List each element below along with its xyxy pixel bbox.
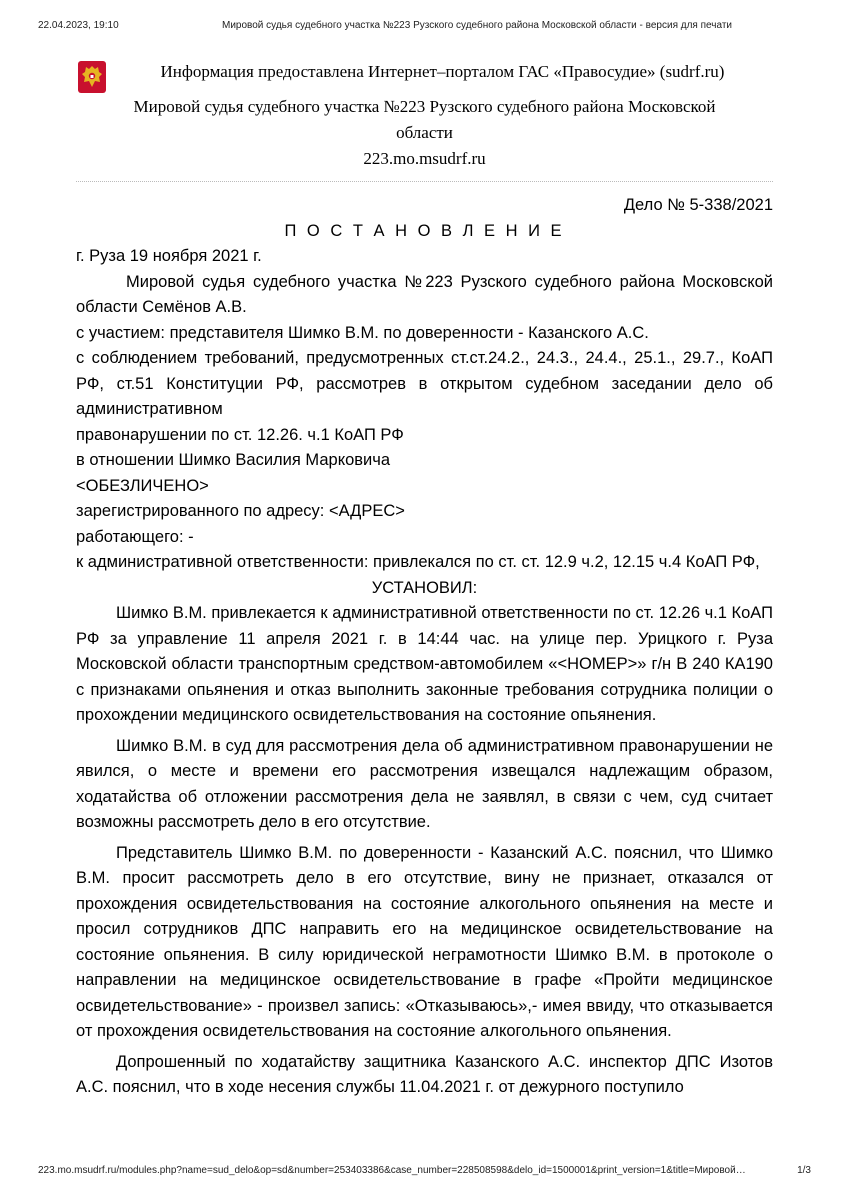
court-site: 223.mo.msudrf.ru xyxy=(363,149,486,168)
print-header xyxy=(38,20,811,36)
portal-header xyxy=(76,58,773,172)
offense-line: правонарушении по ст. 12.26. ч.1 КоАП РФ xyxy=(76,425,404,444)
document-title: П О С Т А Н О В Л Е Н И Е xyxy=(284,221,565,240)
body-paragraph: Шимко В.М. в суд для рассмотрения дела об административном правонарушении не явился, о месте и времени его рассмотрения извещался надлежащим образом, ходатайства об отложении рассмотрения дела не заявлял, в связи с чем, суд считает возможны рассмотреть дело в его отсутствие. xyxy=(76,736,773,831)
registered-line: зарегистрированного по адресу: <АДРЕС> xyxy=(76,502,405,520)
print-url: 223.mo.msudrf.ru/modules.php?name=sud_delo&op=sd&number=253403386&case_number=228508598&delo_id=1500001&print_version=1&title=Мировой… xyxy=(38,1165,746,1176)
document-body xyxy=(76,193,773,1101)
judge-line: Мировой судья судебного участка №223 Рузского судебного района Московской области Семёнов А.В. xyxy=(76,272,773,316)
print-datetime: 22.04.2023, 19:10 xyxy=(38,20,119,31)
court-name: Мировой судья судебного участка №223 Рузского судебного района Московской области xyxy=(133,97,716,142)
prior-line: к административной ответственности: привлекался по ст. ст. 12.9 ч.2, 12.15 ч.4 КоАП РФ, xyxy=(76,553,760,571)
working-line: работающего: - xyxy=(76,527,194,546)
page-number: 1/3 xyxy=(797,1165,811,1176)
participation-line: с участием: представителя Шимко В.М. по доверенности - Казанского А.С. xyxy=(76,323,649,342)
body-paragraph: Допрошенный по ходатайству защитника Казанского А.С. инспектор ДПС Изотов А.С. пояснил, что в ходе несения службы 11.04.2021 г. от дежурного поступило xyxy=(76,1052,773,1096)
established-heading: УСТАНОВИЛ: xyxy=(371,578,478,597)
body-paragraph: Представитель Шимко В.М. по доверенности - Казанский А.С. пояснил, что Шимко В.М. просит рассмотреть дело в его отсутствие, вину не признает, отказался от прохождения освидетельствования на состояние алкогольного опьянения на месте и просил сотрудников ДПС направить его на медицинское освидетельствование на состояние опьянения. В силу юридической неграмотности Шимко В.М. в протоколе о направлении на медицинское освидетельствование в графе «Пройти медицинское освидетельствование» - произвел запись: «Отказываюсь»,- имея ввиду, что отказывается от прохождения освидетельствования на состояние алкогольного опьянения. xyxy=(76,843,773,1040)
body-paragraph: Шимко В.М. привлекается к административной ответственности по ст. 12.26 ч.1 КоАП РФ за управление 11 апреля 2021 г. в 14:44 час. на улице пер. Урицкого г. Руза Московской области транспортным средством-автомобилем «<НОМЕР>» г/н В 240 КА190 с признаками опьянения и отказ выполнить законные требования сотрудника полиции о прохождении медицинского освидетельствования на состояние опьянения. xyxy=(76,604,773,724)
regarding-line: в отношении Шимко Василия Марковича xyxy=(76,451,391,469)
compliance-line: с соблюдением требований, предусмотренных ст.ст.24.2., 24.3., 24.4., 25.1., 29.7., КоАП РФ, ст.51 Конституции РФ, рассмотрев в открытом судебном заседании дело об административном xyxy=(76,349,773,418)
separator xyxy=(76,181,773,182)
print-title: Мировой судья судебного участка №223 Рузского судебного района Московской области - версия для печати xyxy=(222,20,732,31)
coat-of-arms-icon xyxy=(78,61,106,93)
anonymized-line: <ОБЕЗЛИЧЕНО> xyxy=(76,476,209,495)
case-number: Дело № 5-338/2021 xyxy=(623,196,773,214)
portal-info-line: Информация предоставлена Интернет–порталом ГАС «Правосудие» (sudrf.ru) xyxy=(160,62,725,81)
print-footer xyxy=(38,1165,811,1181)
place-date: г. Руза 19 ноября 2021 г. xyxy=(76,247,262,265)
